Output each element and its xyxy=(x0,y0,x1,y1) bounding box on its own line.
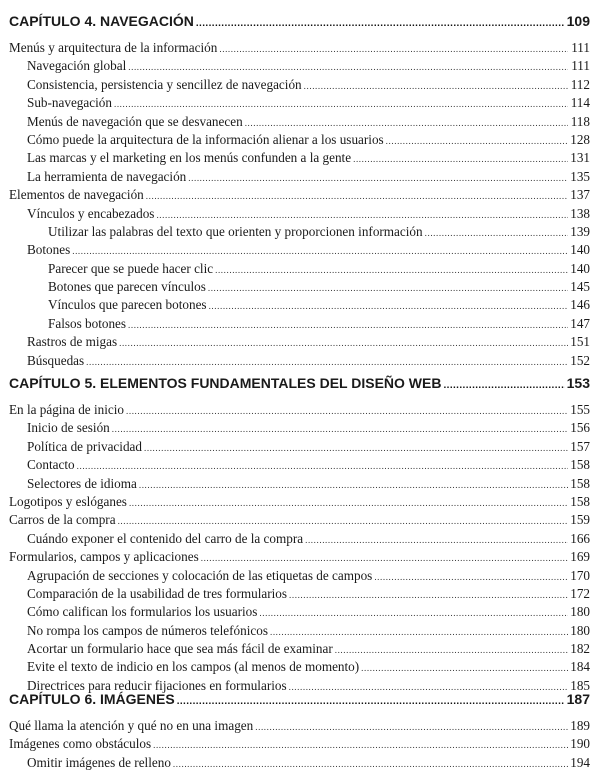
toc-entry-label: Política de privacidad xyxy=(27,438,142,454)
dot-leader xyxy=(304,77,568,95)
toc-entry-label: Selectores de idioma xyxy=(27,475,137,491)
toc-entry-page-number: 118 xyxy=(570,113,590,129)
chapter-heading[interactable] xyxy=(9,373,590,393)
toc-entry-page-number: 139 xyxy=(570,223,590,239)
dot-leader xyxy=(72,242,568,260)
dot-leader xyxy=(270,623,568,641)
toc-entry-page-number: 112 xyxy=(570,76,590,92)
dot-leader xyxy=(335,641,568,659)
toc-entry-label: La herramienta de navegación xyxy=(27,168,187,184)
toc-entry-label: Menús de navegación que se desvanecen xyxy=(27,113,243,129)
chapter-page-number: 109 xyxy=(566,13,590,29)
toc-entry[interactable] xyxy=(9,567,590,585)
toc-entry-page-number: 114 xyxy=(570,95,590,111)
toc-entry-label: Omitir imágenes de relleno xyxy=(27,754,171,770)
toc-entry-label: Utilizar las palabras del texto que orienten y proporcionen información xyxy=(48,223,423,239)
toc-entry-label: Rastros de migas xyxy=(27,334,118,350)
toc-entry[interactable] xyxy=(9,205,590,223)
toc-entry-label: Carros de la compra xyxy=(9,512,116,528)
toc-entry-label: Vínculos que parecen botones xyxy=(48,297,207,313)
toc-entry-page-number: 147 xyxy=(570,315,590,331)
toc-entry-page-number: 182 xyxy=(570,641,590,657)
dot-leader xyxy=(353,150,568,168)
toc-entry-page-number: 155 xyxy=(570,402,590,417)
toc-entry-page-number: 159 xyxy=(570,512,590,528)
chapter-heading[interactable] xyxy=(9,689,590,709)
toc-entry[interactable] xyxy=(9,76,590,94)
toc-entry[interactable] xyxy=(9,511,590,529)
toc-entry[interactable] xyxy=(9,603,590,621)
toc-entry[interactable] xyxy=(9,622,590,640)
toc-entry-page-number: 172 xyxy=(570,585,590,601)
toc-entry-label: Inicio de sesión xyxy=(27,420,110,436)
toc-entry[interactable] xyxy=(9,493,590,511)
toc-entries xyxy=(9,401,590,695)
toc-entry-label: No rompa los campos de números telefónicos xyxy=(27,622,268,638)
toc-entry-page-number: 140 xyxy=(570,260,590,276)
toc-entry[interactable] xyxy=(9,456,590,474)
dot-leader xyxy=(361,659,568,677)
toc-entry-page-number: 158 xyxy=(570,493,590,509)
dot-leader xyxy=(114,95,568,113)
toc-entry-page-number: 158 xyxy=(570,457,590,473)
toc-entry-label: Cómo puede la arquitectura de la información alienar a los usuarios xyxy=(27,131,384,147)
toc-entry[interactable] xyxy=(9,754,590,772)
toc-entry-label: Logotipos y eslóganes xyxy=(9,493,127,509)
toc-entry[interactable] xyxy=(9,57,590,75)
dot-leader xyxy=(219,40,568,58)
chapter-4 xyxy=(9,11,590,370)
dot-leader xyxy=(289,586,568,604)
toc-entry-label: Sub-navegación xyxy=(27,95,112,111)
toc-entry-label: En la página de inicio xyxy=(9,402,124,417)
dot-leader xyxy=(259,604,568,622)
chapter-title: CAPÍTULO 4. NAVEGACIÓN xyxy=(9,13,194,29)
toc-entry-page-number: 128 xyxy=(570,131,590,147)
chapter-6 xyxy=(9,689,590,772)
dot-leader xyxy=(305,531,568,549)
dot-leader xyxy=(188,169,568,187)
chapter-page-number: 153 xyxy=(566,375,590,391)
dot-leader xyxy=(245,114,568,132)
dot-leader xyxy=(144,439,568,457)
toc-entry-page-number: 185 xyxy=(570,677,590,693)
toc-entry-page-number: 158 xyxy=(570,475,590,491)
toc-entry-label: Cómo califican los formularios los usuarios xyxy=(27,604,258,620)
toc-entry-page-number: 152 xyxy=(570,352,590,368)
toc-entry[interactable] xyxy=(9,735,590,753)
toc-entry-page-number: 180 xyxy=(570,622,590,638)
dot-leader xyxy=(196,14,565,34)
toc-entry[interactable] xyxy=(9,717,590,735)
dot-leader xyxy=(156,206,568,224)
toc-entry-label: Parecer que se puede hacer clic xyxy=(48,260,214,276)
toc-entry[interactable] xyxy=(9,658,590,676)
toc-entry-label: Directrices para reducir fijaciones en formularios xyxy=(27,677,287,693)
toc-entry[interactable] xyxy=(9,94,590,112)
toc-entry-page-number: 166 xyxy=(570,530,590,546)
toc-entry-label: Contacto xyxy=(27,457,75,473)
toc-entry[interactable] xyxy=(9,241,590,259)
chapter-5 xyxy=(9,373,590,695)
toc-entry[interactable] xyxy=(9,530,590,548)
toc-entries xyxy=(9,717,590,772)
toc-entry[interactable] xyxy=(9,315,590,333)
toc-entry-label: Botones que parecen vínculos xyxy=(48,279,206,295)
toc-entry[interactable] xyxy=(9,475,590,493)
toc-entries xyxy=(9,39,590,370)
toc-entry-label: Consistencia, persistencia y sencillez de navegación xyxy=(27,76,302,92)
dot-leader xyxy=(208,279,568,297)
toc-entry[interactable] xyxy=(9,401,590,419)
dot-leader xyxy=(129,494,568,512)
toc-entry[interactable] xyxy=(9,585,590,603)
toc-entry[interactable] xyxy=(9,333,590,351)
toc-entry-label: Menús y arquitectura de la información xyxy=(9,40,218,55)
dot-leader xyxy=(86,353,568,371)
toc-entry-page-number: 131 xyxy=(570,150,590,166)
toc-entry-label: Botones xyxy=(27,242,71,258)
dot-leader xyxy=(201,549,568,567)
toc-entry-label: Agrupación de secciones y colocación de las etiquetas de campos xyxy=(27,567,373,583)
toc-entry[interactable] xyxy=(9,186,590,204)
dot-leader xyxy=(77,457,568,475)
toc-entry-label: Las marcas y el marketing en los menús confunden a la gente xyxy=(27,150,352,166)
dot-leader xyxy=(425,224,568,242)
dot-leader xyxy=(126,402,568,420)
dot-leader xyxy=(374,568,568,586)
toc-entry-label: Elementos de navegación xyxy=(9,187,144,203)
toc-entry-page-number: 189 xyxy=(570,718,590,733)
dot-leader xyxy=(146,187,568,205)
toc-entry-label: Formularios, campos y aplicaciones xyxy=(9,549,199,565)
toc-entry[interactable] xyxy=(9,548,590,566)
dot-leader xyxy=(255,718,568,736)
toc-entry-page-number: 146 xyxy=(570,297,590,313)
toc-entry-label: Evite el texto de indicio en los campos (al menos de momento) xyxy=(27,659,360,675)
chapter-title: CAPÍTULO 6. IMÁGENES xyxy=(9,691,175,707)
dot-leader xyxy=(128,316,568,334)
chapter-title: CAPÍTULO 5. ELEMENTOS FUNDAMENTALES DEL DISEÑO WEB xyxy=(9,375,442,391)
toc-entry-label: Acortar un formulario hace que sea más fácil de examinar xyxy=(27,641,333,657)
toc-entry-label: Búsquedas xyxy=(27,352,85,368)
toc-entry-page-number: 184 xyxy=(570,659,590,675)
toc-entry[interactable] xyxy=(9,131,590,149)
toc-entry[interactable] xyxy=(9,296,590,314)
toc-entry-page-number: 137 xyxy=(570,187,590,203)
toc-entry-page-number: 157 xyxy=(570,438,590,454)
toc-entry[interactable] xyxy=(9,223,590,241)
dot-leader xyxy=(139,476,568,494)
toc-entry[interactable] xyxy=(9,640,590,658)
toc-entry-label: Imágenes como obstáculos xyxy=(9,736,152,752)
dot-leader xyxy=(209,297,568,315)
toc-entry[interactable] xyxy=(9,260,590,278)
dot-leader xyxy=(177,692,565,712)
toc-entry[interactable] xyxy=(9,39,590,57)
toc-entry[interactable] xyxy=(9,278,590,296)
toc-entry-page-number: 180 xyxy=(570,604,590,620)
toc-entry-page-number: 169 xyxy=(570,549,590,565)
dot-leader xyxy=(386,132,568,150)
toc-entry-label: Falsos botones xyxy=(48,315,127,331)
toc-entry-page-number: 156 xyxy=(570,420,590,436)
toc-entry-page-number: 138 xyxy=(570,205,590,221)
toc-entry-label: Navegación global xyxy=(27,58,127,74)
toc-entry-page-number: 190 xyxy=(570,736,590,752)
dot-leader xyxy=(215,261,568,279)
dot-leader xyxy=(173,755,568,773)
toc-entry-page-number: 135 xyxy=(570,168,590,184)
dot-leader xyxy=(443,376,564,396)
toc-entry-label: Comparación de la usabilidad de tres formularios xyxy=(27,585,288,601)
dot-leader xyxy=(153,736,568,754)
dot-leader xyxy=(112,420,568,438)
toc-entry-page-number: 170 xyxy=(570,567,590,583)
toc-entry[interactable] xyxy=(9,352,590,370)
toc-entry-page-number: 194 xyxy=(570,754,590,770)
chapter-heading[interactable] xyxy=(9,11,590,31)
toc-entry-label: Cuándo exponer el contenido del carro de la compra xyxy=(27,530,304,546)
toc-entry[interactable] xyxy=(9,438,590,456)
toc-entry[interactable] xyxy=(9,419,590,437)
dot-leader xyxy=(128,58,568,76)
chapter-page-number: 187 xyxy=(566,691,590,707)
toc-entry-page-number: 111 xyxy=(571,58,590,74)
toc-entry[interactable] xyxy=(9,149,590,167)
toc-entry-page-number: 145 xyxy=(570,279,590,295)
toc-entry[interactable] xyxy=(9,113,590,131)
toc-entry-label: Qué llama la atención y qué no en una imagen xyxy=(9,718,254,733)
toc-entry[interactable] xyxy=(9,168,590,186)
toc-entry-page-number: 111 xyxy=(571,40,590,55)
toc-entry-page-number: 140 xyxy=(570,242,590,258)
toc-entry-label: Vínculos y encabezados xyxy=(27,205,155,221)
toc-entry-page-number: 151 xyxy=(570,334,590,350)
dot-leader xyxy=(119,334,568,352)
dot-leader xyxy=(118,512,568,530)
